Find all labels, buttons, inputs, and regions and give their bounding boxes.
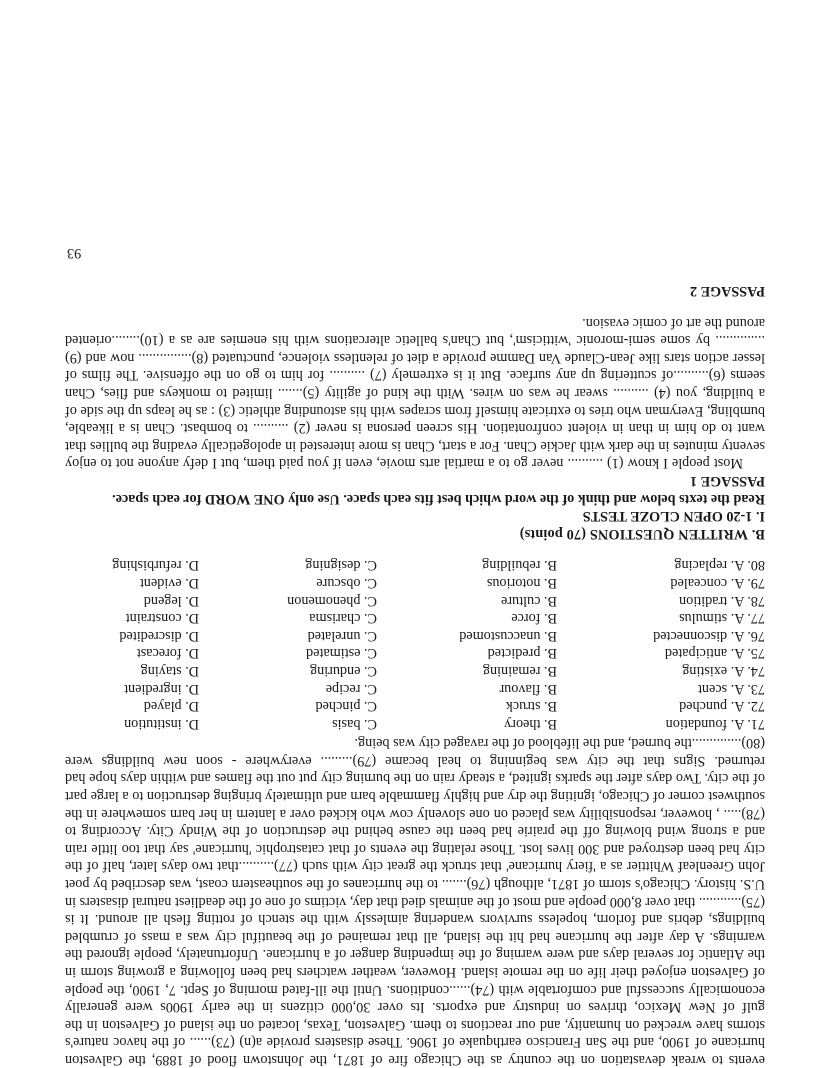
option-d: D. discredited [119,627,199,644]
page-content [65,244,765,1068]
option-row-75 [65,644,765,662]
option-b: B. rebuilding [482,557,557,574]
option-d: D. evident [139,574,199,591]
option-d: D. ingredient [124,680,199,697]
option-row-73 [65,679,765,697]
option-a: 80. A. replacing [674,557,765,574]
option-row-71 [65,714,765,732]
option-row-77 [65,609,765,627]
option-d: D. staying [140,662,199,679]
section-title: B. WRITTEN QUESTIONS (70 points) [519,525,765,542]
option-b: B. remaining [482,662,557,679]
option-d: D. institution [124,715,199,732]
option-b: B. struck [505,698,557,715]
reading-passage-paragraph: events to wreak devastation on the country as the Chicago fire of 1871, the Johnstown flood of 1889, the Galveston hurricane of 1900, and the San Francisco earthquake of 1906. These disasters provide a(n) (73)...... of the havoc nature's storms have wrecked on humanity, and our reactions to them. Galveston, Texas, located on the island of Galveston in the gulf of New Mexico, thrives on industry and exports. Its over 30,000 citizens in the early 1900s were generally economically successful and comfortable with (74)......conditions. Until the ill-fated morning of Sept. 7, 1900, the people of Galveston enjoyed their life on the remote island. However, weather watchers had been following a growing storm in the Atlantic for several days and were warning of the impending danger of a hurricane. Unfortunately, people ignored the warnings. A day after the hurricane had hit the island, all that remained of the beautiful city was a mass of crumbled buildings, debris and forlorn, hopeless survivors wandering aimlessly with the stench of rotting flesh all around. It is (75)............ that over 8,000 people and most of the animals died that day, victims of one of the deadliest natural disasters in U.S. history. Chicago's storm of 1871, although (76)....... to the hurricanes of the southeastern coast, was described by poet John Greenleaf Whittier as a 'fiery hurricane' that struck the great city with such (77)..........that two days later, half of the city had been destroyed and 300 lives lost. Those relating the events of that catastrophic 'hurricane' say that too little rain and a strong wind blowing off the prairie had been the cause behind the destruction of the Windy City. According to (78)..... , however, responsibility was placed on one slovenly cow who kicked over a lantern in her barn somewhere in the southwest corner of Chicago, igniting the dry and highly flammable barn and ultimately bringing destruction to a large part of the city. Two days after the sparks ignited, a steady rain on the burning city put out the flames and within days hope had returned. Signs that the city was beginning to heal became (79)......... everywhere - soon new buildings were (80)..............the burned, and the lifeblood of the ravaged city was being. [64,735,765,1068]
option-a: 72. A. punched [679,698,765,715]
passage-2-title: PASSAGE 2 [689,283,765,300]
option-b: B. flavour [499,680,557,697]
option-d: D. constraint [125,610,199,627]
option-c: C. phenomenon [287,592,377,609]
option-b: B. unaccustomed [459,627,557,644]
option-c: C. estimated [306,645,377,662]
option-a: 74. A. existing [682,662,765,679]
option-b: B. culture [501,592,557,609]
option-a: 77. A. stimulus [679,610,765,627]
option-row-74 [65,661,765,679]
option-c: C. basis [332,715,377,732]
passage-1-text: Most people I know (1) .......... never go to a martial arts movie, even if you paid them, but I defy anyone not to enjoy seventy minutes in the dark with Jackie Chan. For a start, Chan is more interested in apologetically evading the bullies that want to do him in than in violent confrontation. His screen persona is never (2) .......... to bombast. Chan is a likeable, bumbling, Everyman who tries to extricate himself from scrapes with his astounding athletic (3) : as he leaps up the side of a building, you (4) .......... swear he was on wires. With the kind of agility (5)....... limited to monkeys and flies, Chan seems (6)..........of scuttering up any surface. But it is extremely (7) .......... for him to go on the offensive. The films of lesser action stars like Jean-Claude Van Damme provide a diet of relentless violence, punctuated (8)............... now and (9) .............. by some semi-moronic 'witticism', but Chan's balletic altercations with his enemies are as a (10)........oriented around the art of comic evasion. [65,314,765,472]
option-row-76 [65,626,765,644]
option-d: D. legend [143,592,199,609]
option-d: D. played [143,698,199,715]
option-a: 71. A. foundation [665,715,765,732]
option-row-80 [65,556,765,574]
option-row-72 [65,697,765,715]
option-c: C. enduring [310,662,377,679]
multiple-choice-options [65,556,765,732]
instructions: Read the texts below and think of the word which best fits each space. Use only ONE WORD for each space. [112,490,765,507]
page-number: 93 [67,245,82,262]
option-a: 76. A. disconnected [653,627,765,644]
option-c: C. recipe [325,680,377,697]
option-row-78 [65,591,765,609]
option-a: 79. A. concealed [670,574,765,591]
subsection-title: I. 1-20 OPEN CLOZE TESTS [582,508,765,525]
option-c: C. charisma [309,610,377,627]
option-c: C. obscure [316,574,377,591]
option-b: B. force [511,610,557,627]
option-b: B. notorious [486,574,557,591]
option-c: C. designing [305,557,377,574]
option-b: B. predicted [487,645,557,662]
option-c: C. unrelated [307,627,377,644]
passage-1-title: PASSAGE 1 [689,473,765,489]
option-c: C. pinched [315,698,377,715]
option-a: 75. A. anticipated [664,645,765,662]
option-a: 73. A. scent [698,680,765,697]
option-a: 78. A. tradition [679,592,765,609]
option-row-79 [65,573,765,591]
option-d: D. forecast [136,645,199,662]
option-b: B. theory [504,715,557,732]
option-d: D. refurbishing [112,557,199,574]
